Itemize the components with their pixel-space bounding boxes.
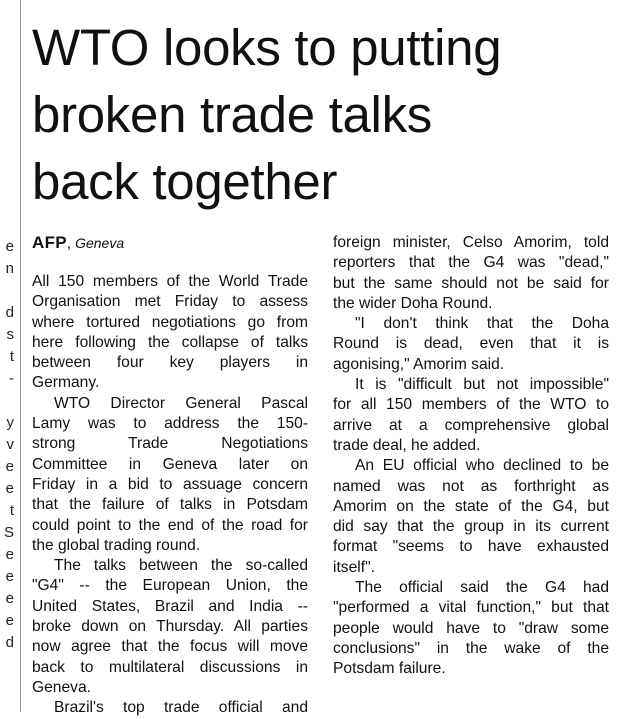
- body-line: Potsdam failure.: [333, 660, 446, 678]
- fragment-letter: [0, 280, 14, 302]
- byline: [32, 232, 124, 254]
- fragment-letter: e: [5, 590, 14, 607]
- body-line: arrive at a comprehensive global: [333, 416, 609, 434]
- previous-article-fragment: [0, 236, 14, 654]
- body-line: format "seems to have exhausted: [333, 538, 609, 556]
- body-line: Organisation met Friday to assess: [32, 293, 308, 311]
- body-line: but the same should not be said for: [333, 274, 609, 292]
- body-line: "G4" -- the European Union, the: [32, 577, 308, 595]
- column-divider: [20, 0, 21, 712]
- body-line: trade deal, he added.: [333, 436, 481, 454]
- body-line: the wider Doha Round.: [333, 294, 493, 312]
- body-line: Lamy was to address the 150-: [32, 415, 308, 433]
- body-line: "performed a vital function," but that: [333, 599, 609, 617]
- body-line: reporters that the G4 was "dead,": [333, 254, 609, 272]
- fragment-letter: t: [9, 502, 14, 519]
- body-line: the global trading round.: [32, 536, 201, 554]
- body-line: conclusions" in the wake of the: [333, 639, 609, 657]
- body-line: that the failure of talks in Potsdam: [32, 496, 308, 514]
- body-line: All 150 members of the World Trade: [32, 273, 308, 290]
- fragment-letter: n: [5, 260, 14, 277]
- body-line: foreign minister, Celso Amorim, told: [333, 234, 609, 251]
- fragment-letter: e: [5, 546, 14, 563]
- body-line: where tortured negotiations go from: [32, 313, 308, 331]
- body-line: broke down on Thursday. All parties: [32, 618, 308, 636]
- body-line: named was not as forthright as: [333, 477, 609, 495]
- fragment-letter: e: [5, 458, 14, 475]
- body-line: Round is dead, even that it is: [333, 335, 609, 353]
- body-line: strong Trade Negotiations: [32, 435, 308, 453]
- body-line: people would have to "draw some: [333, 619, 609, 637]
- body-line: It is "difficult but not impossible": [355, 376, 609, 394]
- body-line: now agree that the focus will move: [32, 638, 308, 656]
- headline: [32, 14, 627, 215]
- dateline-place: Geneva: [75, 235, 125, 251]
- body-line: WTO Director General Pascal: [54, 394, 308, 412]
- body-line: between four key players in: [32, 354, 308, 372]
- fragment-letter: S: [3, 524, 14, 541]
- fragment-letter: d: [5, 304, 14, 321]
- headline-line: back together: [32, 153, 338, 210]
- fragment-letter: e: [5, 568, 14, 585]
- body-line: Brazil's top trade official and: [54, 699, 308, 717]
- body-line: back to multilateral discussions in: [32, 658, 308, 676]
- body-line: did say that the group in its current: [333, 518, 609, 536]
- body-line: Amorim on the state of the G4, but: [333, 497, 609, 515]
- body-line: United States, Brazil and India --: [32, 597, 308, 615]
- body-line: could point to the end of the road for: [32, 516, 308, 534]
- fragment-letter: -: [9, 370, 14, 387]
- body-line: "I don't think that the Doha: [355, 315, 609, 333]
- article-column-1: [32, 272, 308, 719]
- body-line: itself".: [333, 558, 375, 576]
- byline-separator: ,: [66, 235, 72, 252]
- body-line: Germany.: [32, 374, 100, 392]
- fragment-letter: s: [6, 326, 14, 343]
- fragment-letter: t: [9, 348, 14, 365]
- body-line: for all 150 members of the WTO to: [333, 396, 609, 414]
- fragment-letter: e: [5, 480, 14, 497]
- fragment-letter: [0, 390, 14, 412]
- body-line: Geneva.: [32, 678, 91, 696]
- body-line: Friday in a bid to assuage concern: [32, 475, 308, 493]
- headline-line: WTO looks to putting: [32, 19, 502, 76]
- fragment-letter: v: [6, 436, 14, 453]
- article-column-2: [333, 233, 609, 680]
- body-line: here following the collapse of talks: [32, 333, 308, 351]
- news-agency: AFP: [32, 233, 67, 252]
- body-line: The talks between the so-called: [54, 557, 308, 575]
- fragment-letter: e: [5, 612, 14, 629]
- body-line: Committee in Geneva later on: [32, 455, 308, 473]
- body-line: agonising," Amorim said.: [333, 355, 505, 373]
- body-line: The official said the G4 had: [355, 579, 609, 597]
- fragment-letter: e: [5, 238, 14, 255]
- headline-line: broken trade talks: [32, 86, 432, 143]
- fragment-letter: d: [5, 634, 14, 651]
- body-line: An EU official who declined to be: [355, 457, 609, 475]
- fragment-letter: y: [6, 414, 14, 431]
